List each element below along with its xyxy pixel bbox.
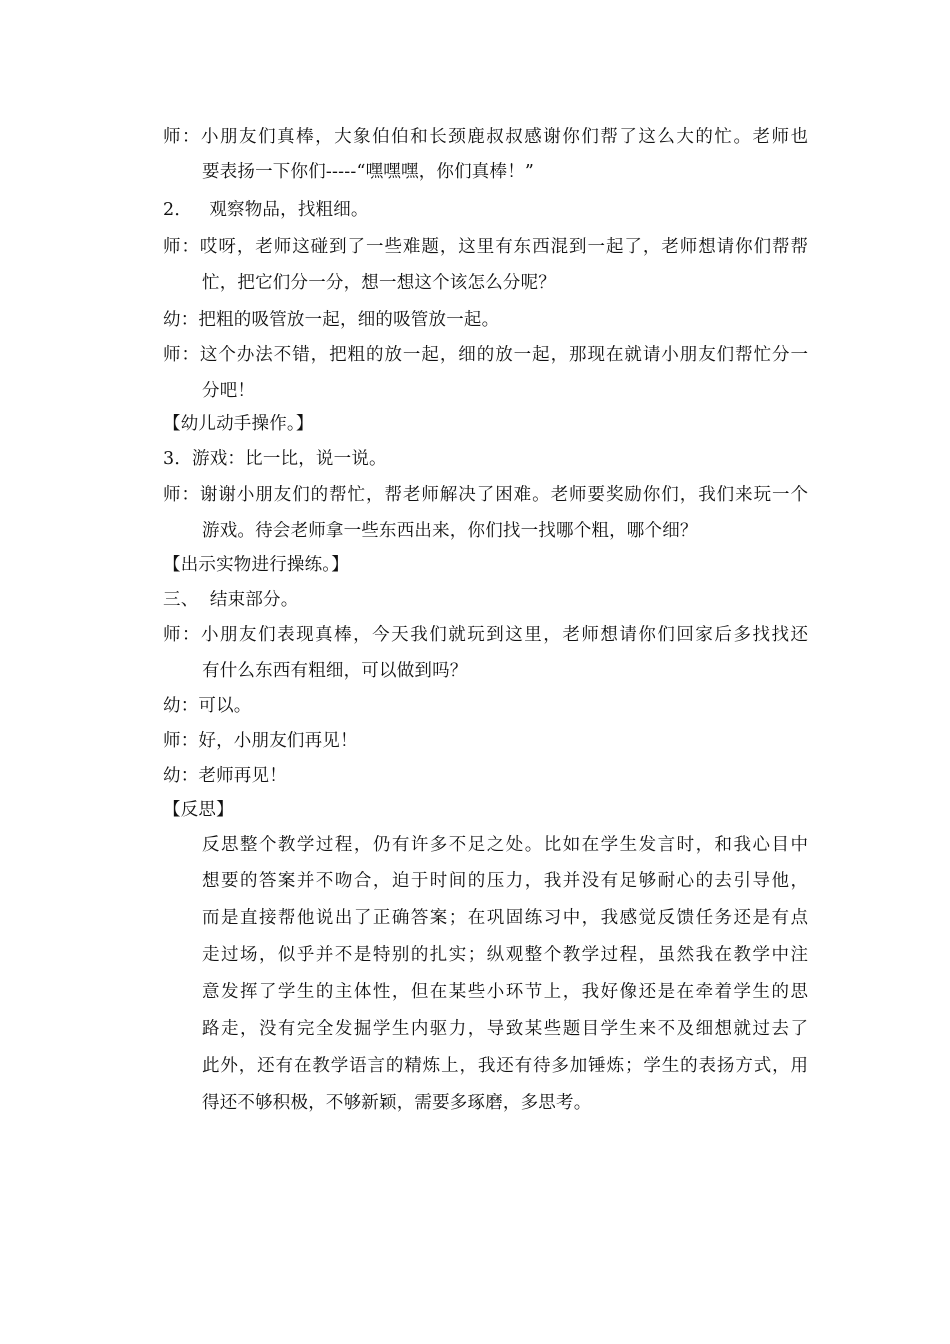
reflection-line: 意发挥了学生的主体性，但在某些小环节上，我好像还是在牵着学生的思 (202, 982, 808, 1002)
reflection-line: 得还不够积极，不够新颖，需要多琢磨，多思考。 (202, 1093, 592, 1113)
paragraph-line: 师：这个办法不错，把粗的放一起，细的放一起，那现在就请小朋友们帮忙分一 (163, 345, 808, 365)
section-heading: 三、 结束部分。 (163, 590, 299, 610)
paragraph-line: 要表扬一下你们-----“嘿嘿嘿，你们真棒！” (202, 162, 535, 182)
stage-note: 【幼儿动手操作。】 (163, 414, 314, 434)
paragraph-line: 师：小朋友们真棒，大象伯伯和长颈鹿叔叔感谢你们帮了这么大的忙。老师也 (163, 127, 808, 147)
reflection-line: 路走，没有完全发掘学生内驱力，导致某些题目学生来不及细想就过去了 (202, 1019, 808, 1039)
reflection-line: 走过场，似乎并不是特别的扎实；纵观整个教学过程，虽然我在教学中注 (202, 945, 808, 965)
paragraph-line: 师：谢谢小朋友们的帮忙，帮老师解决了困难。老师要奖励你们，我们来玩一个 (163, 485, 808, 505)
paragraph-line: 幼：老师再见！ (163, 766, 287, 786)
reflection-line: 反思整个教学过程，仍有许多不足之处。比如在学生发言时，和我心目中 (202, 835, 808, 855)
reflection-line: 而是直接帮他说出了正确答案；在巩固练习中，我感觉反馈任务还是有点 (202, 908, 808, 928)
paragraph-line: 幼：可以。 (163, 696, 252, 716)
paragraph-line: 分吧！ (202, 381, 256, 401)
reflection-heading: 【反思】 (163, 800, 234, 820)
paragraph-line: 师：哎呀，老师这碰到了一些难题，这里有东西混到一起了，老师想请你们帮帮 (163, 237, 808, 257)
paragraph-line: 师：小朋友们表现真棒，今天我们就玩到这里，老师想请你们回家后多找找还 (163, 625, 808, 645)
stage-note: 【出示实物进行操练。】 (163, 555, 349, 575)
paragraph-line: 幼：把粗的吸管放一起，细的吸管放一起。 (163, 310, 500, 330)
section-heading: 3．游戏：比一比，说一说。 (163, 449, 387, 469)
paragraph-line: 忙，把它们分一分，想一想这个该怎么分呢？ (202, 273, 556, 293)
section-heading: 2． 观察物品，找粗细。 (163, 200, 369, 220)
paragraph-line: 游戏。待会老师拿一些东西出来，你们找一找哪个粗，哪个细？ (202, 521, 698, 541)
reflection-line: 想要的答案并不吻合，迫于时间的压力，我并没有足够耐心的去引导他， (202, 871, 808, 891)
paragraph-line: 有什么东西有粗细，可以做到吗？ (202, 661, 468, 681)
reflection-line: 此外，还有在教学语言的精炼上，我还有待多加锤炼；学生的表扬方式，用 (202, 1056, 808, 1076)
paragraph-line: 师：好，小朋友们再见！ (163, 731, 358, 751)
